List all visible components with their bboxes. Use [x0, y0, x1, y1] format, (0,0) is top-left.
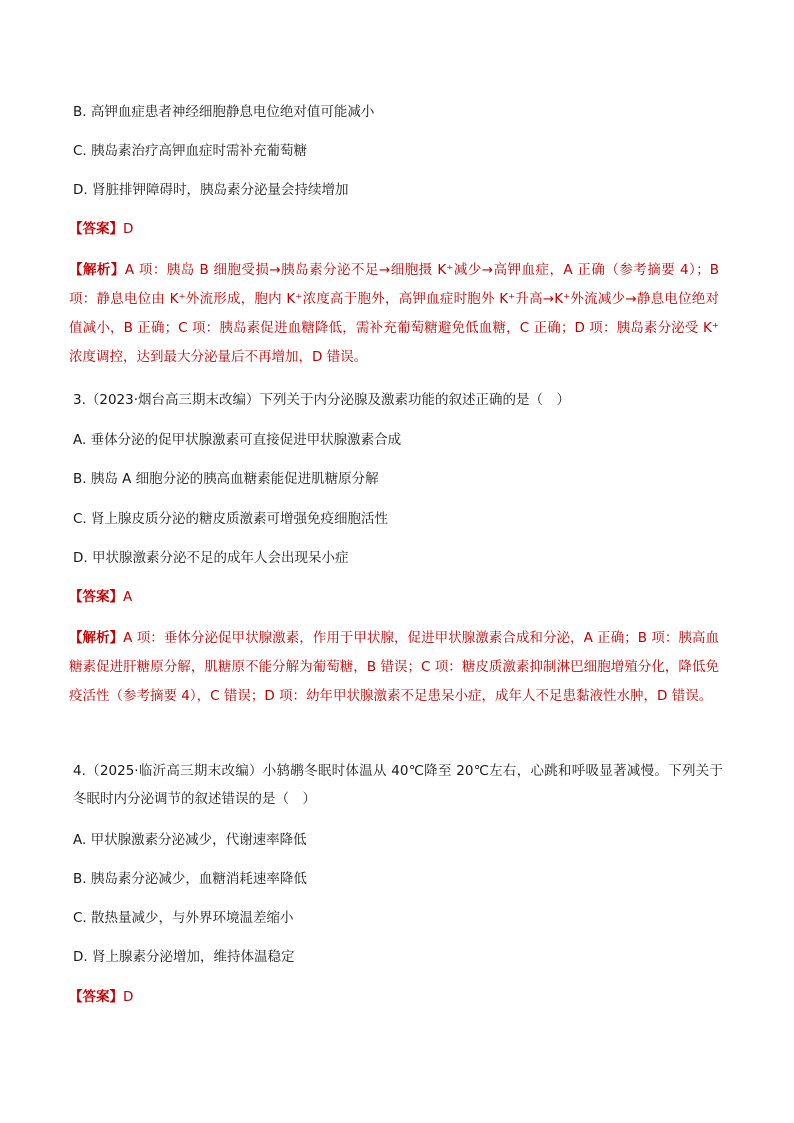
q2-answer	[69, 219, 133, 239]
q4-option-b: B. 胰岛素分泌减少，血糖消耗速率降低	[73, 871, 307, 887]
q2-option-d: D. 肾脏排钾障碍时，胰岛素分泌量会持续增加	[73, 182, 349, 198]
q2-option-c: C. 胰岛素治疗高钾血症时需补充葡萄糖	[73, 143, 308, 159]
answer-value: D	[123, 989, 134, 1005]
analysis-tag: 【解析】	[69, 630, 124, 646]
answer-tag: 【答案】	[69, 989, 123, 1005]
q4-stem: 4.（2025·临沂高三期末改编）小鸫鹕冬眠时体温从 40℃降至 20℃左右，心跳和呼吸显著减慢。下列关于冬眠时内分泌调节的叙述错误的是（ ）	[73, 763, 723, 807]
q3-answer	[69, 587, 132, 607]
answer-value: A	[123, 589, 133, 605]
q3-option-b: B. 胰岛 A 细胞分泌的胰高血糖素能促进肌糖原分解	[73, 471, 379, 487]
q2-analysis	[69, 256, 719, 372]
q3-option-a: A. 垂体分泌的促甲状腺激素可直接促进甲状腺激素合成	[73, 432, 402, 448]
q2-option-b: B. 高钾血症患者神经细胞静息电位绝对值可能减小	[73, 104, 375, 120]
analysis-text: A 项：胰岛 B 细胞受损→胰岛素分泌不足→细胞摄 K⁺减少→高钾血症，A 正确（参考摘要 4）；B 项：静息电位由 K⁺外流形成，胞内 K⁺浓度高于胞外，高钾血症时胞外 K⁺升高→K⁺外流减少→静息电位绝对值减小，B 正确；C 项：胰岛素促进血糖降低，需补充葡萄糖避免低血糖，C 正确；D 项：胰岛素分泌受 K⁺浓度调控，达到最大分泌量后不再增加，D 错误。	[69, 262, 719, 365]
q3-option-c: C. 肾上腺皮质分泌的糖皮质激素可增强免疫细胞活性	[73, 511, 389, 527]
answer-value: D	[123, 221, 134, 237]
q4-option-a: A. 甲状腺激素分泌减少，代谢速率降低	[73, 832, 307, 848]
q4-option-d: D. 肾上腺素分泌增加，维持体温稳定	[73, 949, 295, 965]
q4-answer	[69, 987, 133, 1007]
answer-tag: 【答案】	[69, 589, 123, 605]
q4-option-c: C. 散热量减少，与外界环境温差缩小	[73, 910, 294, 926]
q3-option-d: D. 甲状腺激素分泌不足的成年人会出现呆小症	[73, 550, 349, 566]
analysis-text: A 项：垂体分泌促甲状腺激素，作用于甲状腺，促进甲状腺激素合成和分泌，A 正确；B 项：胰高血糖素促进肝糖原分解，肌糖原不能分解为葡萄糖，B 错误；C 项：糖皮质激素抑制淋巴细胞增殖分化，降低免疫活性（参考摘要 4），C 错误；D 项：幼年甲状腺激素不足患呆小症，成年人不足患黏液性水肿，D 错误。	[69, 630, 720, 704]
answer-tag: 【答案】	[69, 221, 123, 237]
q3-analysis	[69, 624, 719, 711]
analysis-tag: 【解析】	[69, 262, 125, 278]
q3-stem: 3.（2023·烟台高三期末改编）下列关于内分泌腺及激素功能的叙述正确的是（ ）	[73, 392, 571, 408]
